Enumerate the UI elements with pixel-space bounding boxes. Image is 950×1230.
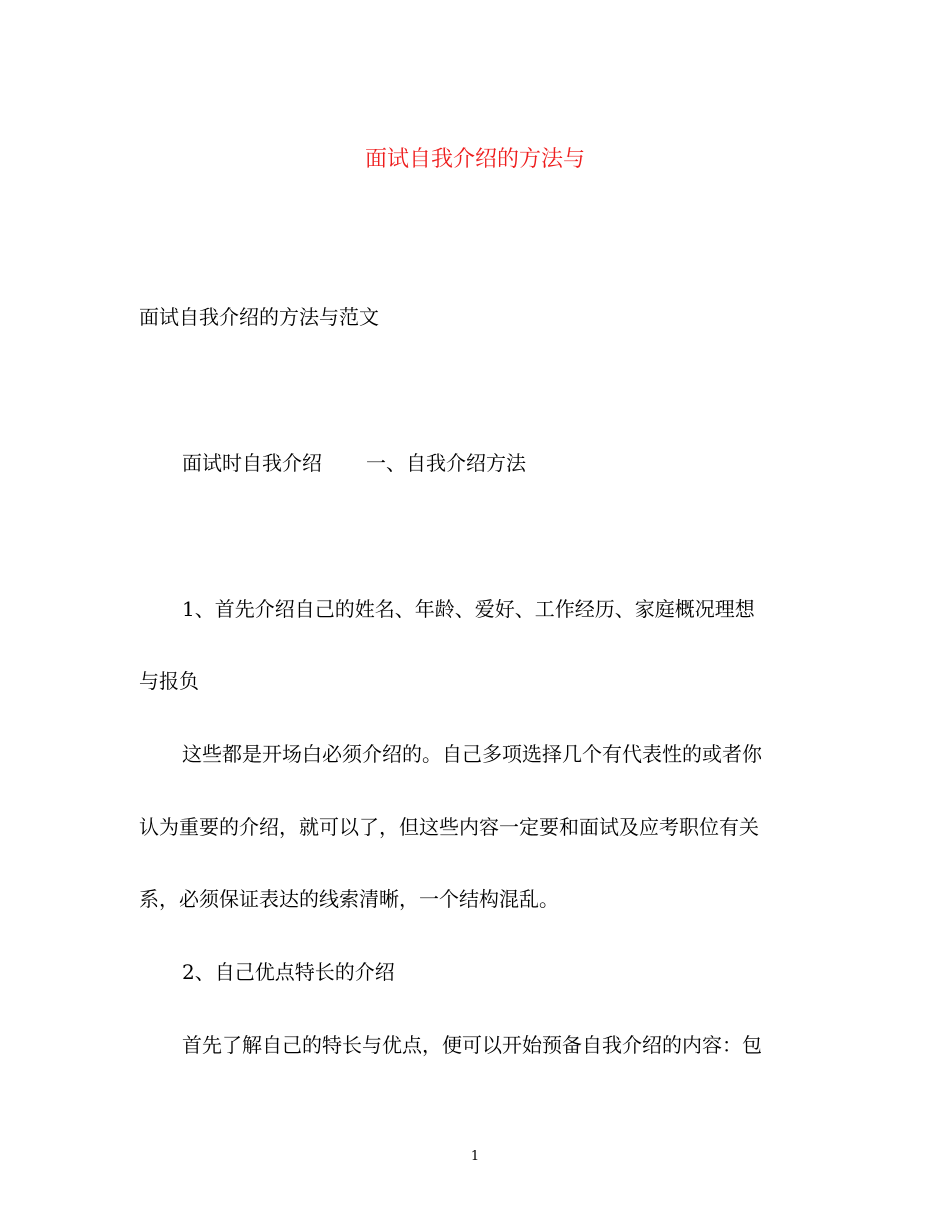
paragraph-line: 1、首先介绍自己的姓名、年龄、爱好、工作经历、家庭概况理想 xyxy=(182,597,755,621)
section-heading-part2: 一、自我介绍方法 xyxy=(366,451,526,475)
document-title: 面试自我介绍的方法与 xyxy=(364,147,585,172)
paragraph-line: 这些都是开场白必须介绍的。自己多项选择几个有代表性的或者你 xyxy=(182,742,762,766)
paragraph-line: 认为重要的介绍，就可以了，但这些内容一定要和面试及应考职位有关 xyxy=(139,815,759,839)
paragraph-line: 首先了解自己的特长与优点，便可以开始预备自我介绍的内容：包 xyxy=(182,1033,762,1057)
paragraph-line: 与报负 xyxy=(139,669,199,693)
section-heading-part1: 面试时自我介绍 xyxy=(182,451,322,475)
section-heading-line xyxy=(182,448,526,478)
paragraph-line: 系，必须保证表达的线索清晰，一个结构混乱。 xyxy=(139,887,559,911)
paragraph-line: 2、自己优点特长的介绍 xyxy=(182,960,395,984)
page-number: 1 xyxy=(470,1149,480,1164)
document-subtitle: 面试自我介绍的方法与范文 xyxy=(139,305,379,329)
